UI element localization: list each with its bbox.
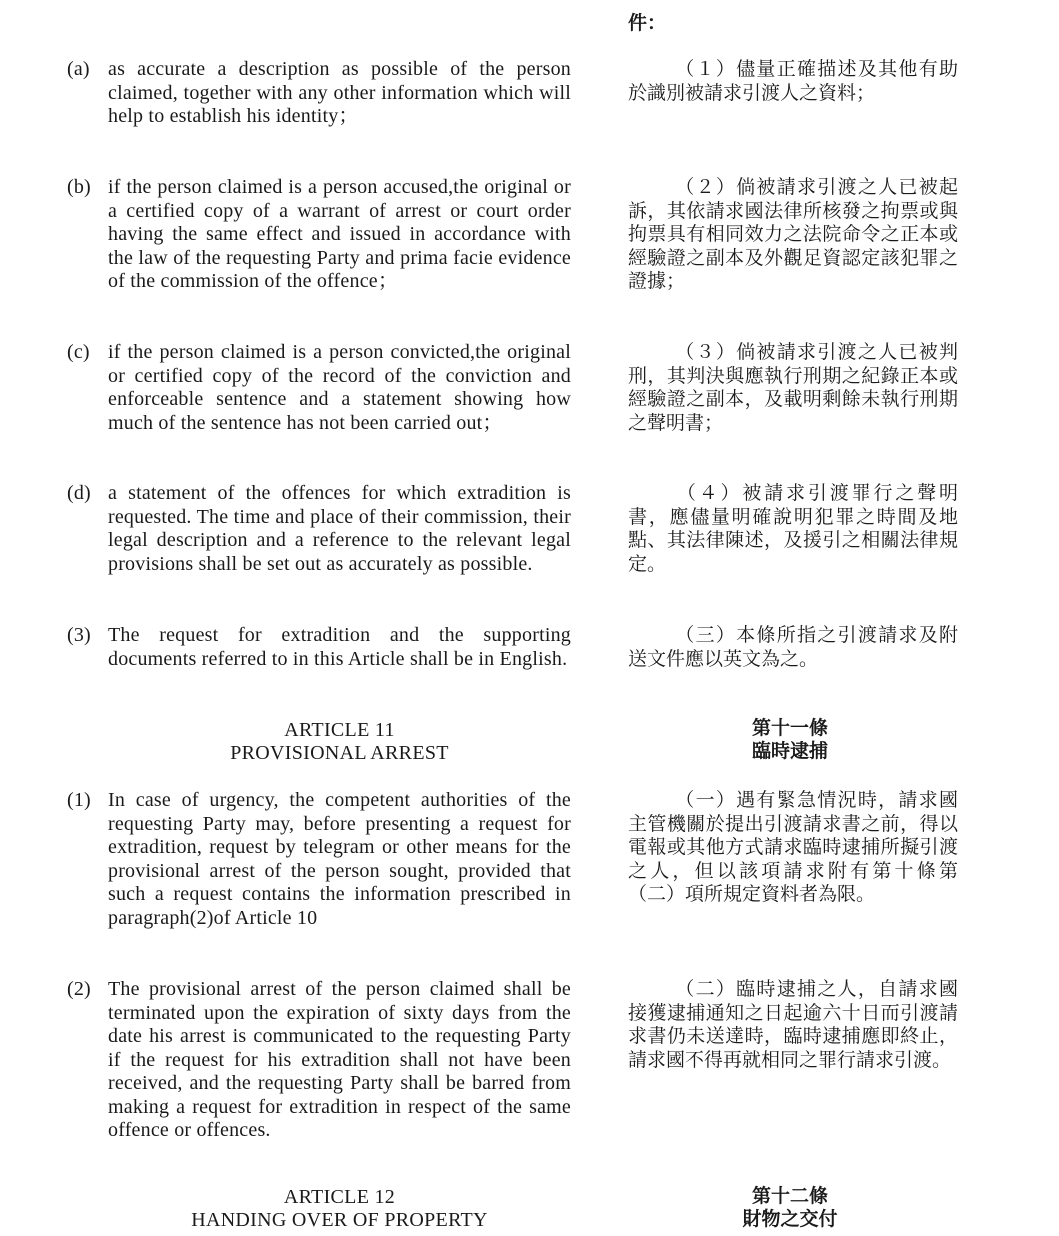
en-item-label: (a) bbox=[67, 58, 90, 80]
zh-item-text: （二）臨時逮捕之人，自請求國接獲逮捕通知之日起逾六十日而引渡請求書仍未送達時，臨時逮捕應即終止，請求國不得再就相同之罪行請求引渡。 bbox=[628, 978, 958, 1071]
zh-article-11-item-2 bbox=[628, 978, 958, 1072]
en-item-label: (c) bbox=[67, 341, 90, 363]
zh-article-12-title: 財物之交付 bbox=[742, 1208, 838, 1230]
en-article-11-number: ARTICLE 11 bbox=[284, 719, 395, 741]
zh-item-text: （１）儘量正確描述及其他有助於識別被請求引渡人之資料； bbox=[628, 58, 958, 104]
en-item-label: (3) bbox=[67, 624, 91, 646]
zh-item-text: （一）遇有緊急情況時，請求國主管機關於提出引渡請求書之前，得以電報或其他方式請求臨時逮捕所擬引渡之人，但以該項請求附有第十條第（二）項所規定資料者為限。 bbox=[628, 789, 958, 905]
zh-article-11-number: 第十一條 bbox=[751, 717, 828, 739]
zh-item-text: （４）被請求引渡罪行之聲明書，應儘量明確說明犯罪之時間及地點、其法律陳述，及援引之相關法律規定。 bbox=[628, 482, 958, 575]
en-item-text: if the person claimed is a person convicted,the original or certified copy of the record of the conviction and enforceable sentence and a statement showing how much of the sentence has not been carried out； bbox=[108, 341, 571, 434]
en-article-12-title: HANDING OVER OF PROPERTY bbox=[191, 1209, 488, 1231]
en-item-label: (d) bbox=[67, 482, 91, 504]
zh-article-12-number: 第十二條 bbox=[751, 1185, 828, 1207]
zh-item-text: （三）本條所指之引渡請求及附送文件應以英文為之。 bbox=[628, 624, 958, 670]
zh-item-text: （２）倘被請求引渡之人已被起訴，其依請求國法律所核發之拘票或與拘票具有相同效力之法院命令之正本或經驗證之副本及外觀足資認定該犯罪之證據； bbox=[628, 176, 958, 292]
en-item-text: a statement of the offences for which extradition is requested. The time and place of their commission, their legal description and a reference to the relevant legal provisions shall be set out as accurately as possible. bbox=[108, 482, 571, 575]
zh-item-2 bbox=[628, 176, 958, 294]
zh-item-3 bbox=[628, 341, 958, 435]
chinese-fragment-top: 件： bbox=[628, 12, 667, 34]
en-item-label: (b) bbox=[67, 176, 91, 198]
en-item-text: The request for extradition and the supporting documents referred to in this Article shall be in English. bbox=[108, 624, 571, 670]
zh-item-4 bbox=[628, 482, 958, 576]
en-article-12-number: ARTICLE 12 bbox=[283, 1186, 396, 1208]
en-item-text: The provisional arrest of the person claimed shall be terminated upon the expiration of sixty days from the date his arrest is communicated to the requesting Party if the request for his extradition shall not have been received, and the requesting Party shall be barred from making a request for extradition in respect of the same offence or offences. bbox=[108, 978, 571, 1141]
en-item-label: (2) bbox=[67, 978, 91, 1000]
zh-article-11-title: 臨時逮捕 bbox=[751, 740, 828, 762]
zh-item-san bbox=[628, 624, 958, 671]
zh-item-1 bbox=[628, 58, 958, 105]
en-item-text: if the person claimed is a person accused,the original or a certified copy of a warrant of arrest or court order having the same effect and issued in accordance with the law of the requesting Party and prima facie evidence of the commission of the offence； bbox=[108, 176, 571, 292]
en-item-label: (1) bbox=[67, 789, 91, 811]
en-item-text: In case of urgency, the competent authorities of the requesting Party may, before presenting a request for extradition, request by telegram or other means for the provisional arrest of the person sought, provided that such a request contains the information prescribed in paragraph(2)of Article 10 bbox=[108, 789, 571, 929]
en-item-text: as accurate a description as possible of the person claimed, together with any other information which will help to establish his identity； bbox=[108, 58, 571, 127]
zh-article-11-item-1 bbox=[628, 789, 958, 907]
zh-item-text: （３）倘被請求引渡之人已被判刑，其判決與應執行刑期之紀錄正本或經驗證之副本，及載明剩餘未執行刑期之聲明書； bbox=[628, 341, 958, 434]
en-article-11-title: PROVISIONAL ARREST bbox=[230, 742, 449, 764]
